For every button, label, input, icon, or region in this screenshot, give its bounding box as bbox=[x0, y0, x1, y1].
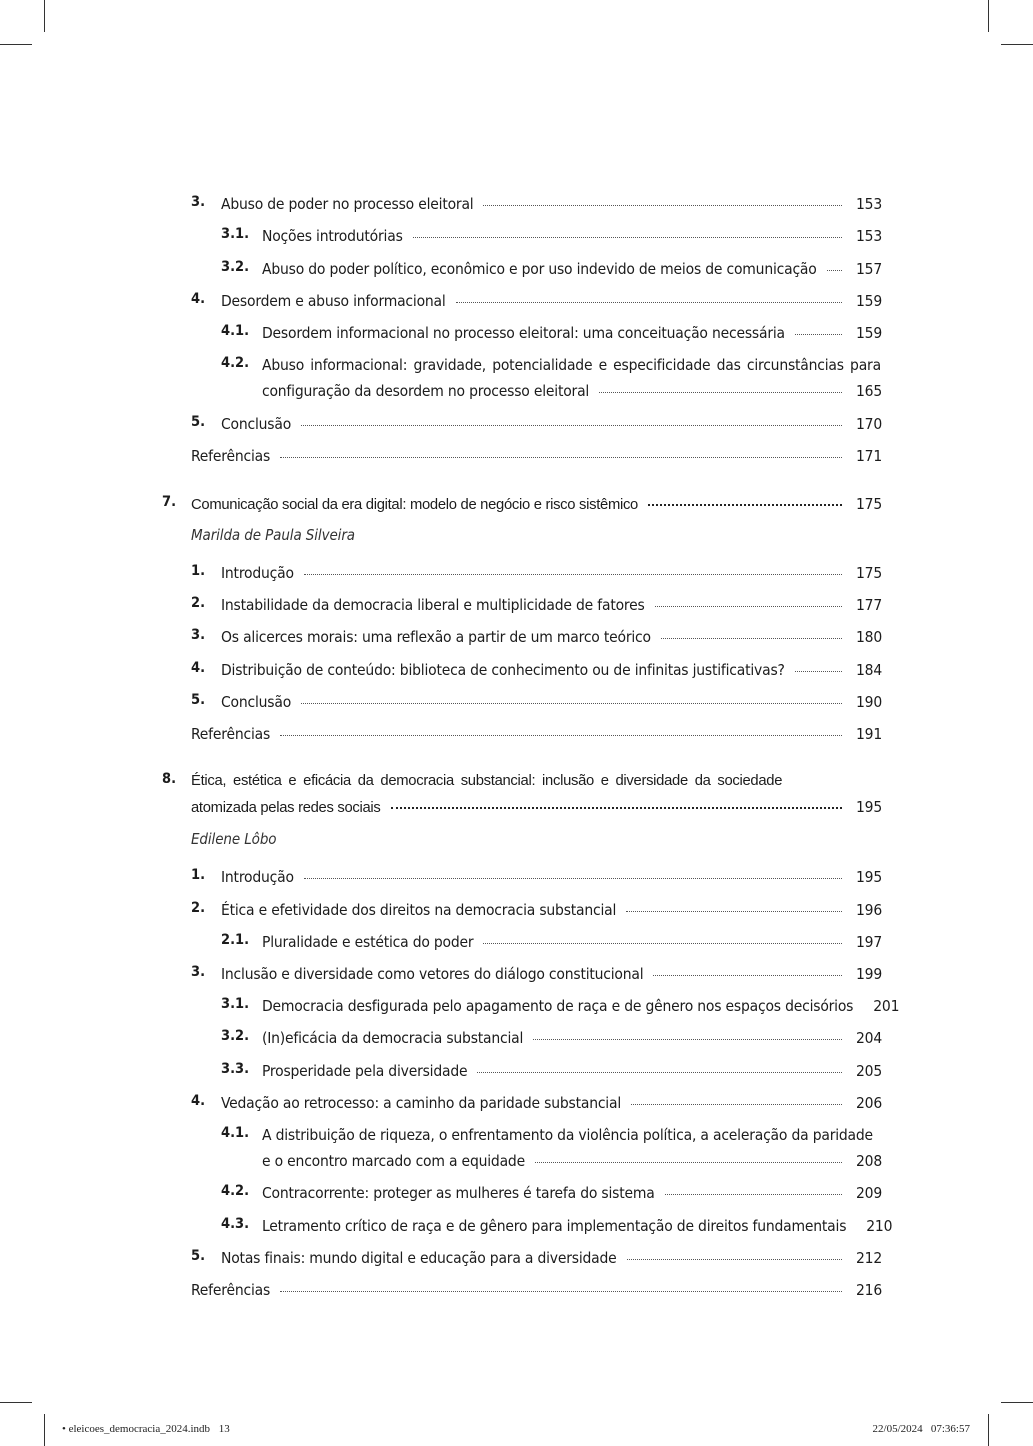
dot-leader bbox=[301, 702, 842, 704]
dot-leader bbox=[655, 605, 842, 607]
chapter-number: 8. bbox=[162, 771, 177, 787]
chapter-title-line[interactable]: Ética, estética e eficácia da democracia substancial: inclusão e diversidade da sociedade bbox=[191, 773, 783, 789]
toc-entry[interactable] bbox=[262, 226, 882, 246]
toc-entry[interactable] bbox=[221, 595, 882, 615]
toc-entry-number: 4.1. bbox=[221, 1125, 250, 1141]
toc-page-number: 208 bbox=[855, 1152, 882, 1170]
dot-leader bbox=[477, 1071, 842, 1073]
dot-leader bbox=[665, 1193, 842, 1195]
toc-entry-number: 5. bbox=[191, 692, 206, 708]
toc-entry-number: 2. bbox=[191, 595, 206, 611]
dot-leader bbox=[391, 806, 842, 809]
toc-entry-title: Abuso de poder no processo eleitoral bbox=[221, 195, 474, 213]
toc-entry-number: 1. bbox=[191, 867, 206, 883]
toc-entry-title: Introdução bbox=[221, 868, 294, 886]
toc-entry[interactable] bbox=[262, 1028, 882, 1048]
toc-entry-title: Desordem e abuso informacional bbox=[221, 292, 446, 310]
toc-page-number: 177 bbox=[855, 596, 882, 614]
toc-entry-title-line[interactable]: Abuso informacional: gravidade, potencialidade e especificidade das circunstâncias para bbox=[262, 356, 881, 374]
toc-entry[interactable] bbox=[221, 627, 882, 647]
toc-page-number: 165 bbox=[855, 382, 882, 400]
dot-leader bbox=[533, 1038, 842, 1040]
toc-entry-title: Vedação ao retrocesso: a caminho da paridade substancial bbox=[221, 1094, 621, 1112]
print-datetime: 22/05/2024 07:36:57 bbox=[872, 1423, 970, 1435]
toc-entry-number: 4.3. bbox=[221, 1216, 250, 1232]
toc-page-number: 159 bbox=[855, 324, 882, 342]
toc-page-number: 159 bbox=[855, 292, 882, 310]
print-slug bbox=[62, 1423, 230, 1435]
toc-entry-title: Contracorrente: proteger as mulheres é tarefa do sistema bbox=[262, 1184, 655, 1202]
toc-entry-title: Distribuição de conteúdo: biblioteca de conhecimento ou de infinitas justificativas? bbox=[221, 661, 785, 679]
dot-leader bbox=[483, 942, 842, 944]
toc-entry[interactable] bbox=[221, 867, 882, 887]
toc-entry-number: 4. bbox=[191, 660, 206, 676]
toc-entry-title: Democracia desfigurada pelo apagamento de raça e de gênero nos espaços decisórios bbox=[262, 997, 854, 1015]
toc-entry-number: 5. bbox=[191, 1248, 206, 1264]
toc-entry-title: Desordem informacional no processo eleitoral: uma conceituação necessária bbox=[262, 324, 785, 342]
toc-entry[interactable] bbox=[262, 1061, 882, 1081]
toc-entry[interactable] bbox=[262, 1216, 893, 1236]
toc-entry-title: (In)eficácia da democracia substancial bbox=[262, 1029, 524, 1047]
dot-leader bbox=[413, 236, 842, 238]
dot-leader bbox=[301, 424, 842, 426]
toc-entry[interactable] bbox=[221, 414, 882, 434]
toc-entry-number: 3.2. bbox=[221, 1028, 250, 1044]
toc-page-number: 209 bbox=[855, 1184, 882, 1202]
toc-entry[interactable] bbox=[262, 932, 882, 952]
dot-leader bbox=[648, 503, 842, 506]
toc-entry-title: Notas finais: mundo digital e educação para a diversidade bbox=[221, 1249, 617, 1267]
toc-page-number: 195 bbox=[855, 798, 882, 816]
toc-page-number: 153 bbox=[855, 195, 882, 213]
chapter-heading[interactable] bbox=[191, 494, 882, 515]
dot-leader bbox=[599, 391, 842, 393]
dot-leader bbox=[661, 637, 842, 639]
toc-entry-title: Referências bbox=[191, 1281, 271, 1299]
chapter-title: Comunicação social da era digital: modelo de negócio e risco sistêmico bbox=[191, 497, 638, 513]
toc-page-number: 210 bbox=[866, 1217, 893, 1235]
toc-entry-title: Letramento crítico de raça e de gênero para implementação de direitos fundamentais bbox=[262, 1217, 847, 1235]
toc-entry-title-line[interactable]: A distribuição de riqueza, o enfrentamento da violência política, a aceleração da paridade bbox=[262, 1126, 873, 1144]
bullet-icon: • bbox=[62, 1423, 66, 1435]
toc-entry-number: 3. bbox=[191, 964, 206, 980]
toc-entry-title: Inclusão e diversidade como vetores do diálogo constitucional bbox=[221, 965, 644, 983]
toc-page-number: 216 bbox=[855, 1281, 882, 1299]
chapter-author: Edilene Lôbo bbox=[191, 830, 277, 848]
toc-entry[interactable] bbox=[221, 1248, 882, 1268]
toc-entry[interactable] bbox=[262, 1183, 882, 1203]
toc-page-number: 206 bbox=[855, 1094, 882, 1112]
toc-entry-number: 1. bbox=[191, 563, 206, 579]
toc-page-number: 175 bbox=[855, 564, 882, 582]
dot-leader bbox=[827, 269, 842, 271]
toc-entry-references[interactable] bbox=[191, 446, 882, 466]
dot-leader bbox=[653, 974, 842, 976]
toc-entry-title: Conclusão bbox=[221, 415, 292, 433]
dot-leader bbox=[280, 456, 842, 458]
toc-entry[interactable] bbox=[221, 563, 882, 583]
toc-entry[interactable] bbox=[221, 964, 882, 984]
toc-entry-title: Abuso do poder político, econômico e por uso indevido de meios de comunicação bbox=[262, 260, 817, 278]
toc-entry[interactable] bbox=[262, 1151, 882, 1171]
toc-page-number: 170 bbox=[855, 415, 882, 433]
toc-entry-title: e o encontro marcado com a equidade bbox=[262, 1152, 525, 1170]
toc-entry-title: Ética e efetividade dos direitos na democracia substancial bbox=[221, 901, 617, 919]
toc-entry-number: 4.1. bbox=[221, 323, 250, 339]
toc-entry-number: 3.1. bbox=[221, 226, 250, 242]
toc-page-number: 195 bbox=[855, 868, 882, 886]
toc-entry-number: 4.2. bbox=[221, 1183, 250, 1199]
toc-entry-number: 4.2. bbox=[221, 355, 250, 371]
toc-page-number: 191 bbox=[855, 725, 882, 743]
toc-page-number: 196 bbox=[855, 901, 882, 919]
toc-entry[interactable] bbox=[262, 381, 882, 401]
chapter-number: 7. bbox=[162, 494, 177, 510]
toc-entry[interactable] bbox=[221, 900, 882, 920]
dot-leader bbox=[795, 333, 842, 335]
toc-entry-number: 4. bbox=[191, 291, 206, 307]
dot-leader bbox=[483, 204, 842, 206]
toc-page-number: 184 bbox=[855, 661, 882, 679]
toc-entry-references[interactable] bbox=[191, 1280, 882, 1300]
toc-entry-title: Referências bbox=[191, 447, 271, 465]
toc-entry-references[interactable] bbox=[191, 724, 882, 744]
chapter-title: atomizada pelas redes sociais bbox=[191, 800, 381, 816]
dot-leader bbox=[280, 734, 842, 736]
toc-entry-title: Os alicerces morais: uma reflexão a partir de um marco teórico bbox=[221, 628, 651, 646]
dot-leader bbox=[304, 573, 842, 575]
chapter-author: Marilda de Paula Silveira bbox=[191, 526, 355, 544]
toc-entry-number: 2.1. bbox=[221, 932, 250, 948]
toc-entry-number: 3.1. bbox=[221, 996, 250, 1012]
dot-leader bbox=[627, 1258, 842, 1260]
toc-entry-number: 5. bbox=[191, 414, 206, 430]
toc-page-number: 180 bbox=[855, 628, 882, 646]
toc-entry-number: 3.2. bbox=[221, 259, 250, 275]
dot-leader bbox=[304, 877, 842, 879]
toc-page-number: 205 bbox=[855, 1062, 882, 1080]
toc-entry[interactable] bbox=[221, 194, 882, 214]
slug-page-number: 13 bbox=[218, 1423, 230, 1435]
toc-entry-title: configuração da desordem no processo eleitoral bbox=[262, 382, 590, 400]
toc-page-number: 204 bbox=[855, 1029, 882, 1047]
toc-entry[interactable] bbox=[262, 259, 882, 279]
toc-entry-number: 4. bbox=[191, 1093, 206, 1109]
dot-leader bbox=[456, 301, 842, 303]
toc-entry-title: Introdução bbox=[221, 564, 294, 582]
dot-leader bbox=[280, 1290, 842, 1292]
toc-page-number: 175 bbox=[855, 495, 882, 513]
toc-page-number: 201 bbox=[873, 997, 900, 1015]
toc-page-number: 197 bbox=[855, 933, 882, 951]
toc-entry[interactable] bbox=[262, 996, 900, 1016]
dot-leader bbox=[631, 1103, 842, 1105]
chapter-heading[interactable] bbox=[191, 797, 882, 818]
toc-page-number: 157 bbox=[855, 260, 882, 278]
toc-entry[interactable] bbox=[221, 291, 882, 311]
toc-entry-number: 3.3. bbox=[221, 1061, 250, 1077]
toc-page-number: 212 bbox=[855, 1249, 882, 1267]
dot-leader bbox=[535, 1161, 842, 1163]
toc-entry[interactable] bbox=[221, 1093, 882, 1113]
toc-entry-title: Conclusão bbox=[221, 693, 292, 711]
toc-page-number: 190 bbox=[855, 693, 882, 711]
toc-entry-number: 3. bbox=[191, 194, 206, 210]
dot-leader bbox=[626, 910, 842, 912]
toc-entry-title: Referências bbox=[191, 725, 271, 743]
toc-entry-title: Pluralidade e estética do poder bbox=[262, 933, 474, 951]
toc-page-number: 153 bbox=[855, 227, 882, 245]
toc-page-number: 199 bbox=[855, 965, 882, 983]
toc-entry-number: 2. bbox=[191, 900, 206, 916]
toc-entry[interactable] bbox=[221, 660, 882, 680]
toc-entry[interactable] bbox=[221, 692, 882, 712]
toc-entry-title: Noções introdutórias bbox=[262, 227, 403, 245]
toc-entry-title: Instabilidade da democracia liberal e multiplicidade de fatores bbox=[221, 596, 645, 614]
file-name: eleicoes_democracia_2024.indb bbox=[68, 1423, 211, 1435]
toc-entry-title: Prosperidade pela diversidade bbox=[262, 1062, 468, 1080]
toc-page-number: 171 bbox=[855, 447, 882, 465]
toc-entry[interactable] bbox=[262, 323, 882, 343]
dot-leader bbox=[795, 670, 842, 672]
toc-entry-number: 3. bbox=[191, 627, 206, 643]
